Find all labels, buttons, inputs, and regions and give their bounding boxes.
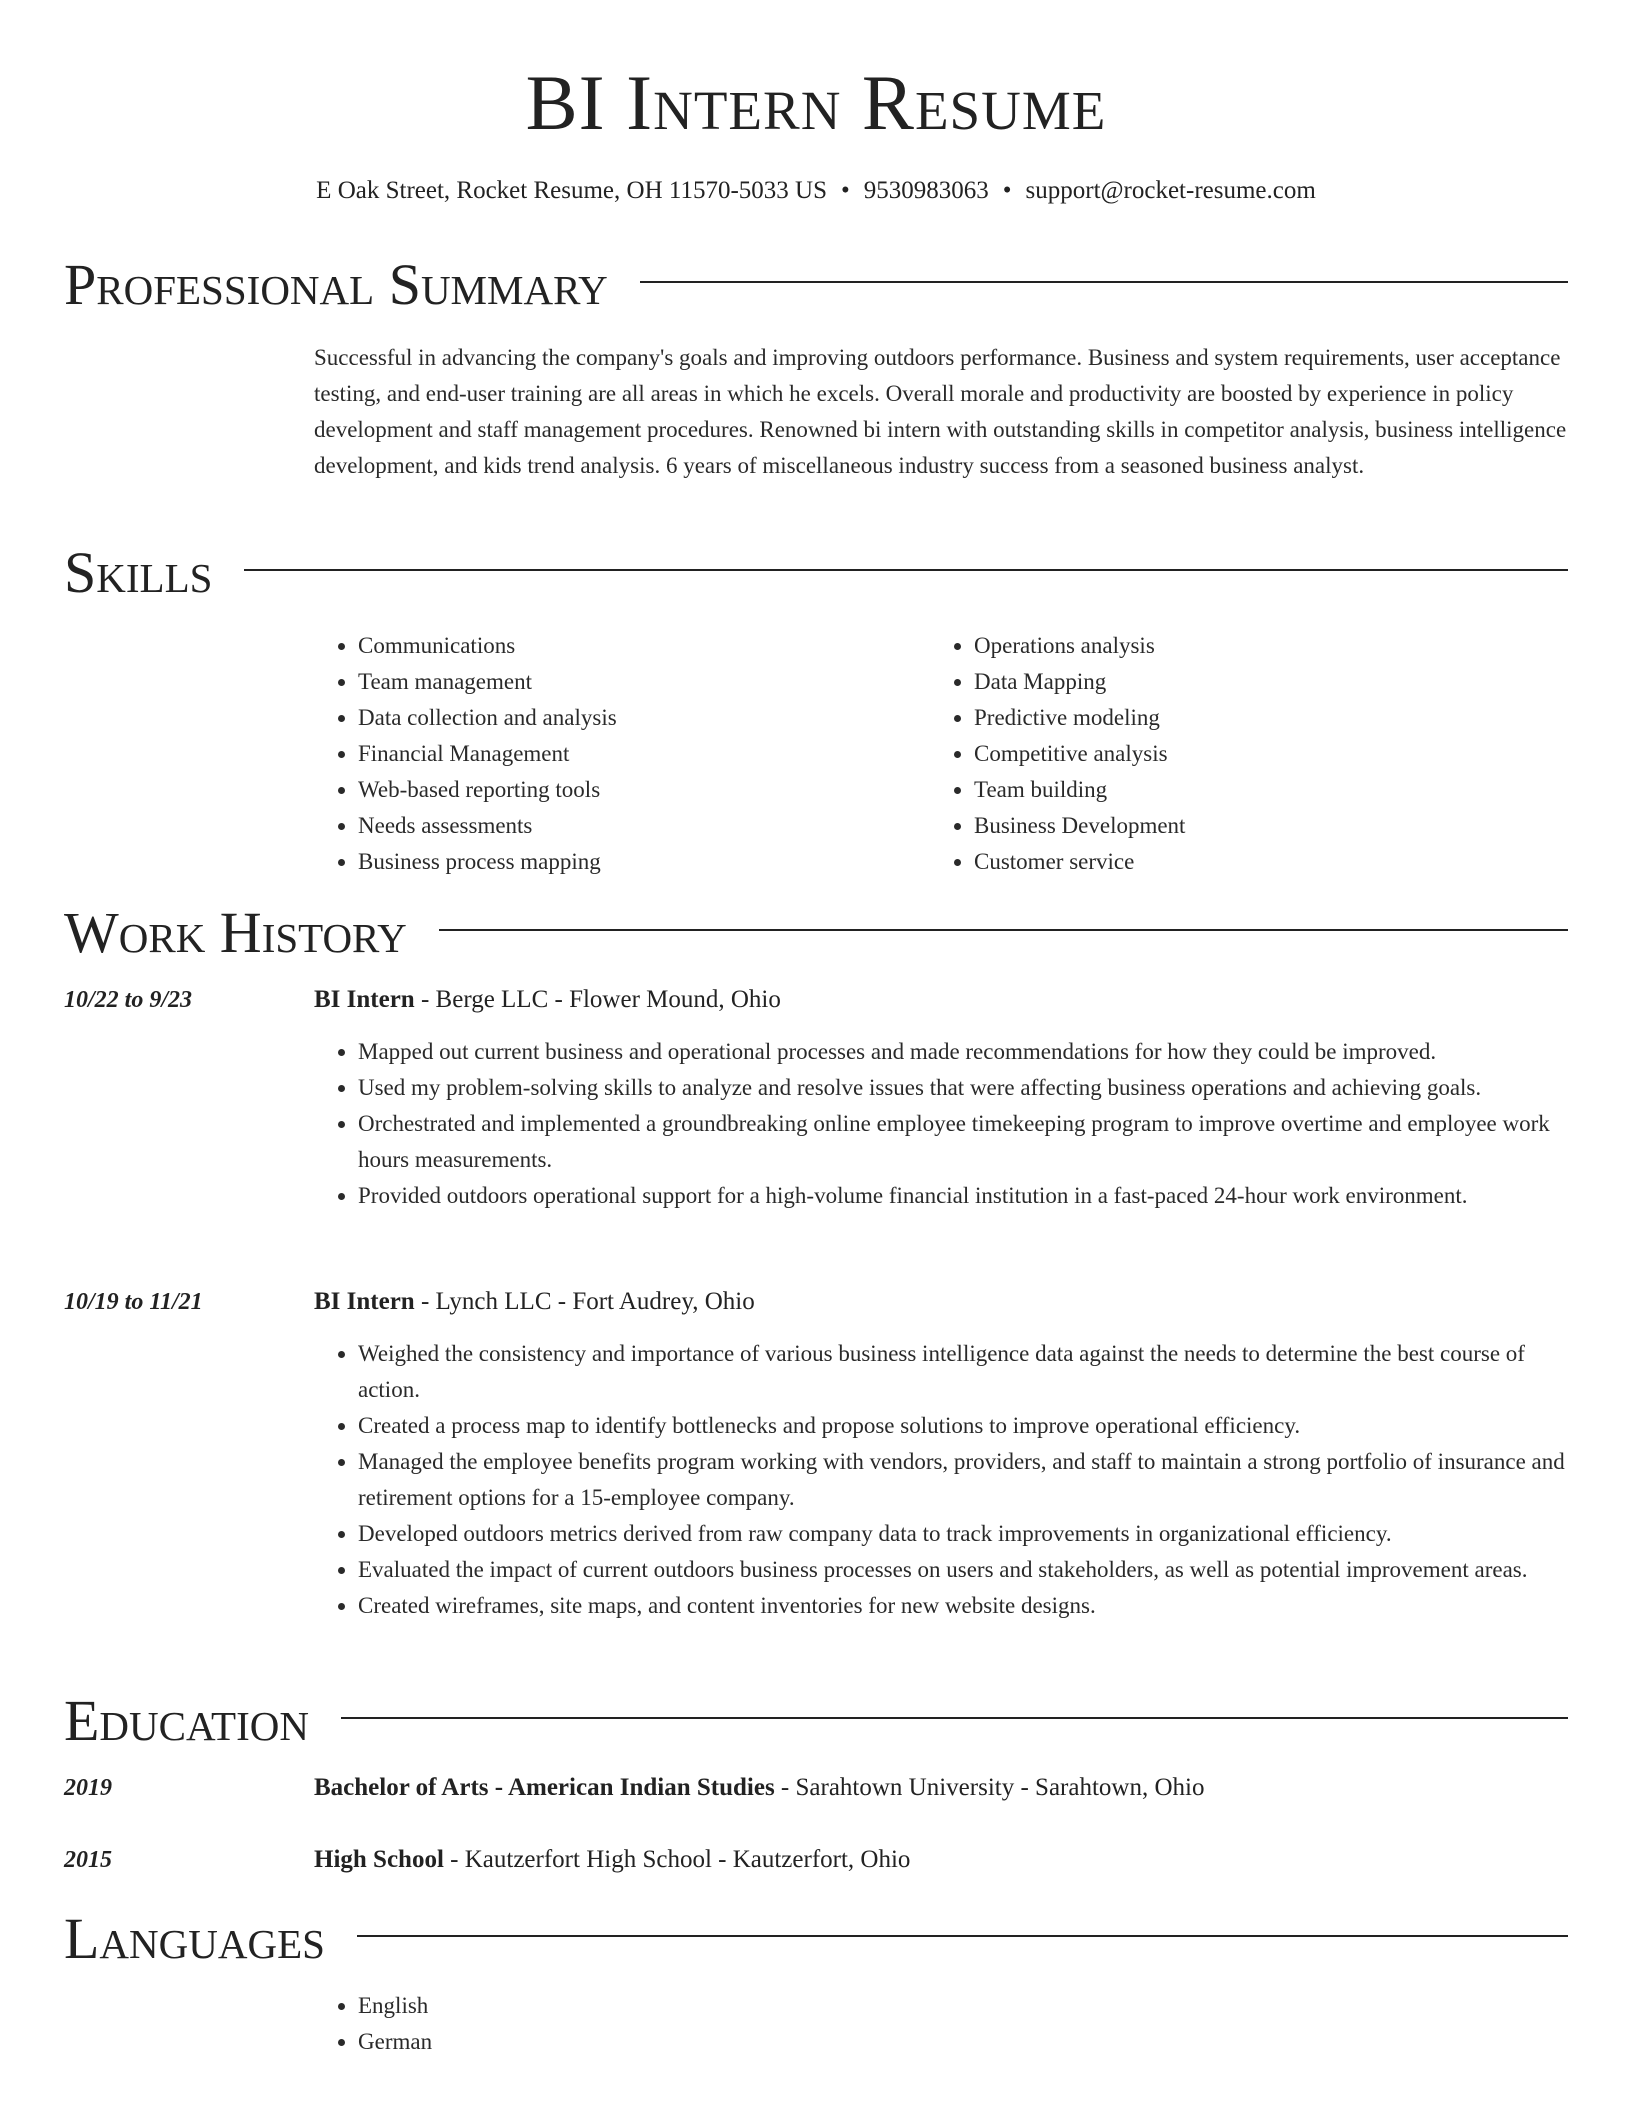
section-header-summary <box>64 250 1568 320</box>
skill-item: • Communications <box>358 628 914 664</box>
job-bullet: • Created a process map to identify bottlenecks and propose solutions to improve operational efficiency. <box>358 1408 1576 1444</box>
skill-item: • Web-based reporting tools <box>358 772 914 808</box>
section-divider <box>357 1935 1568 1937</box>
contact-separator: • <box>840 177 850 204</box>
languages-list <box>314 1988 1576 2060</box>
skill-item: • Business process mapping <box>358 844 914 880</box>
section-header-languages <box>64 1904 1568 1974</box>
job-heading <box>314 982 1574 1018</box>
job-dates: 10/19 to 11/21 <box>64 1289 203 1315</box>
contact-phone: 9530983063 <box>863 177 989 204</box>
section-title: Work History <box>64 900 407 965</box>
education-degree: High School <box>314 1846 444 1873</box>
contact-separator: • <box>1002 177 1012 204</box>
section-divider <box>341 1717 1568 1719</box>
education-year: 2015 <box>64 1847 112 1873</box>
job-role: BI Intern <box>314 986 415 1013</box>
section-divider <box>640 281 1568 283</box>
skill-item: • Customer service <box>974 844 1530 880</box>
section-title: Education <box>64 1688 309 1753</box>
section-divider <box>244 569 1568 571</box>
job-company-location: - Berge LLC - Flower Mound, Ohio <box>414 986 781 1013</box>
section-title: Languages <box>64 1906 325 1971</box>
skill-item: • Predictive modeling <box>974 700 1530 736</box>
section-title: Skills <box>64 540 213 605</box>
resume-title: BI Intern Resume <box>525 59 1107 146</box>
skill-item: • Data collection and analysis <box>358 700 914 736</box>
skill-item: • Financial Management <box>358 736 914 772</box>
language-item: • English <box>358 1988 1576 2024</box>
skill-item: • Team management <box>358 664 914 700</box>
contact-address: E Oak Street, Rocket Resume, OH 11570-5033 US <box>316 177 827 204</box>
job-role: BI Intern <box>314 1288 415 1315</box>
education-school: - Kautzerfort High School - Kautzerfort, Ohio <box>443 1846 911 1873</box>
section-header-work <box>64 898 1568 968</box>
skill-item: • Team building <box>974 772 1530 808</box>
skills-column-left <box>314 628 914 880</box>
job-dates: 10/22 to 9/23 <box>64 987 193 1013</box>
education-year: 2019 <box>64 1775 112 1801</box>
job-bullet: • Weighed the consistency and importance of various business intelligence data against the needs to determine the best course of action. <box>358 1336 1576 1408</box>
education-entry <box>314 1842 1574 1878</box>
job-bullets <box>314 1336 1576 1624</box>
job-bullet: • Evaluated the impact of current outdoors business processes on users and stakeholders, as well as potential improvement areas. <box>358 1552 1576 1588</box>
contact-line <box>0 174 1632 208</box>
skill-item: • Data Mapping <box>974 664 1530 700</box>
skill-item: • Business Development <box>974 808 1530 844</box>
section-header-skills <box>64 538 1568 608</box>
skill-item: • Competitive analysis <box>974 736 1530 772</box>
skills-column-right <box>930 628 1530 880</box>
job-bullet: • Mapped out current business and operational processes and made recommendations for how they could be improved. <box>358 1034 1576 1070</box>
job-bullet: • Managed the employee benefits program working with vendors, providers, and staff to maintain a strong portfolio of insurance and retirement options for a 15-employee company. <box>358 1444 1576 1516</box>
education-entry <box>314 1770 1574 1806</box>
skill-item: • Needs assessments <box>358 808 914 844</box>
job-bullets <box>314 1034 1576 1214</box>
education-school: - Sarahtown University - Sarahtown, Ohio <box>774 1774 1205 1801</box>
job-bullet: • Provided outdoors operational support for a high-volume financial institution in a fast-paced 24-hour work environment. <box>358 1178 1576 1214</box>
contact-email: support@rocket-resume.com <box>1025 177 1316 204</box>
summary-text: Successful in advancing the company's goals and improving outdoors performance. Business and system requirements, user acceptance testing, and end-user training are all areas in which he excels. Overall morale and productivity are boosted by experience in policy development and staff management procedures. Renowned bi intern with outstanding skills in competitor analysis, business intelligence development, and kids trend analysis. 6 years of miscellaneous industry success from a seasoned business analyst. <box>314 345 1567 478</box>
job-bullet: • Used my problem-solving skills to analyze and resolve issues that were affecting business operations and achieving goals. <box>358 1070 1576 1106</box>
job-bullet: • Created wireframes, site maps, and content inventories for new website designs. <box>358 1588 1576 1624</box>
job-bullet: • Developed outdoors metrics derived from raw company data to track improvements in organizational efficiency. <box>358 1516 1576 1552</box>
section-divider <box>439 929 1568 931</box>
job-heading <box>314 1284 1574 1320</box>
language-item: • German <box>358 2024 1576 2060</box>
job-bullet: • Orchestrated and implemented a groundbreaking online employee timekeeping program to improve overtime and employee work hours measurements. <box>358 1106 1576 1178</box>
education-degree: Bachelor of Arts - American Indian Studies <box>314 1774 775 1801</box>
section-header-education <box>64 1686 1568 1756</box>
section-title: Professional Summary <box>64 252 608 317</box>
job-company-location: - Lynch LLC - Fort Audrey, Ohio <box>414 1288 755 1315</box>
skill-item: • Operations analysis <box>974 628 1530 664</box>
